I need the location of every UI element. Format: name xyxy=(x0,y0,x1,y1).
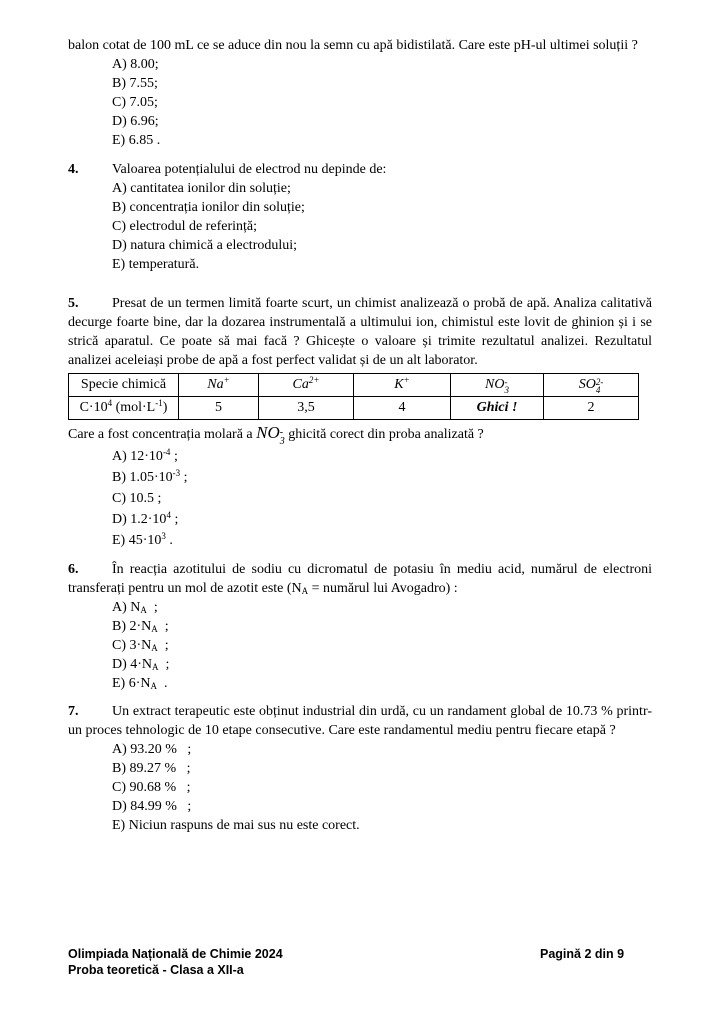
intro-options xyxy=(68,55,652,150)
answer-option: C) $3\cdot N_A$ ; xyxy=(112,638,169,653)
answer-option: B) concentrația ionilor din soluție; xyxy=(112,200,305,215)
table-cell-guess: Ghici ! xyxy=(451,397,544,420)
footer-title: Olimpiada Națională de Chimie 2024 xyxy=(68,947,283,961)
answer-option: C) 7.05; xyxy=(112,95,158,110)
ion-formula-k: K+ xyxy=(354,374,451,397)
question-number: 5. xyxy=(68,296,79,311)
question-number: 6. xyxy=(68,562,79,577)
question-5 xyxy=(68,294,652,551)
answer-option: D) $4\cdot N_A$ ; xyxy=(112,657,170,672)
answer-option: A) cantitatea ionilor din soluție; xyxy=(112,181,291,196)
answer-option: E) 6.85 . xyxy=(112,133,161,148)
ion-formula-no3: NO - 3 xyxy=(451,374,544,397)
ion-formula-so4: SO 2- 4 xyxy=(544,374,639,397)
question-6-text: 6. În reacția azotitului de sodiu cu dicromatul de potasiu în mediu acid, numărul de electroni transferați pentru un mol de azotit este ($N_A$ = numărul lui Avogadro) : xyxy=(68,562,652,596)
ion-formula-ca: $Ca^{2+}$ xyxy=(259,374,354,397)
row-label-cell: $C\cdot 10^4$ $(mol\cdot L^{-1})$ xyxy=(69,397,179,420)
species-table xyxy=(68,373,639,420)
answer-option: C) 10.5 ; xyxy=(112,491,162,506)
question-5-options xyxy=(68,446,652,551)
answer-option: A) $N_A$ ; xyxy=(112,600,158,615)
page-content xyxy=(68,36,652,835)
answer-option: B) 7.55; xyxy=(112,76,158,91)
question-7-options xyxy=(68,740,652,835)
question-number: 4. xyxy=(68,162,79,177)
answer-option: D) $1.2\cdot 10^4$ ; xyxy=(112,510,179,527)
question-5-text: 5. Presat de un termen limită foarte scurt, un chimist analizează o probă de apă. Analiza calitativă decurge foarte bine, dar la dozarea instrumentală a ultimului ion, chimistul este lovit de ghinion și i se strică aparatul. Ce poate să mai facă ? Ghicește o valoare și trimite rezultatul analizei. Rezultatul analizei aceleiași probe de apă a fost perfect validat și de un alt laborator. xyxy=(68,296,652,368)
table-header-cell: Specie chimică xyxy=(69,374,179,397)
table-cell: 4 xyxy=(354,397,451,420)
answer-option: E) Niciun raspuns de mai sus nu este corect. xyxy=(112,818,360,833)
question-7-text: 7. Un extract terapeutic este obținut industrial din urdă, cu un randament global de 10.73 % printr-un proces tehnologic de 10 etape consecutive. Care este randamentul mediu pentru fiecare etapă ? xyxy=(68,704,652,738)
question-7 xyxy=(68,702,652,835)
question-4 xyxy=(68,160,652,274)
footer-subtitle: Proba teoretică - Clasa a XII-a xyxy=(68,963,244,977)
footer-left xyxy=(68,946,283,978)
answer-option: C) 90.68 % ; xyxy=(112,780,191,795)
table-header-row xyxy=(69,374,639,397)
answer-option: A) 8.00; xyxy=(112,57,159,72)
question-4-options xyxy=(68,179,652,274)
answer-option: D) 6.96; xyxy=(112,114,159,129)
answer-option: E) temperatură. xyxy=(112,257,200,272)
answer-option: C) electrodul de referință; xyxy=(112,219,257,234)
question-4-text: 4. Valoarea potențialului de electrod nu depinde de: xyxy=(68,162,387,177)
table-cell: 5 xyxy=(179,397,259,420)
answer-option: D) 84.99 % ; xyxy=(112,799,192,814)
question-5-subquestion: Care a fost concentrația molară a NO - 3 ghicită corect din proba analizată ? xyxy=(68,423,484,447)
answer-option: A) $12\cdot 10^{-4}$ ; xyxy=(112,447,178,464)
answer-option: D) natura chimică a electrodului; xyxy=(112,238,298,253)
answer-option: B) $1.05\cdot 10^{-3}$ ; xyxy=(112,468,188,485)
intro-paragraph: balon cotat de 100 mL ce se aduce din nou la semn cu apă bidistilată. Care este pH-ul ultimei soluții ? xyxy=(68,38,638,53)
ion-formula-na: Na+ xyxy=(179,374,259,397)
table-cell: 2 xyxy=(544,397,639,420)
question-number: 7. xyxy=(68,704,79,719)
no3-formula: NO - 3 xyxy=(256,423,285,447)
table-cell: 3,5 xyxy=(259,397,354,420)
question-6 xyxy=(68,560,652,693)
answer-option: A) 93.20 % ; xyxy=(112,742,192,757)
table-value-row xyxy=(69,397,639,420)
answer-option: B) 89.27 % ; xyxy=(112,761,191,776)
page-number: Pagină 2 din 9 xyxy=(540,947,625,961)
question-6-options xyxy=(68,598,652,693)
answer-option: E) $6\cdot N_A$ . xyxy=(112,676,168,691)
answer-option: B) $2\cdot N_A$ ; xyxy=(112,619,169,634)
answer-option: E) $45\cdot 10^3$ . xyxy=(112,531,173,548)
